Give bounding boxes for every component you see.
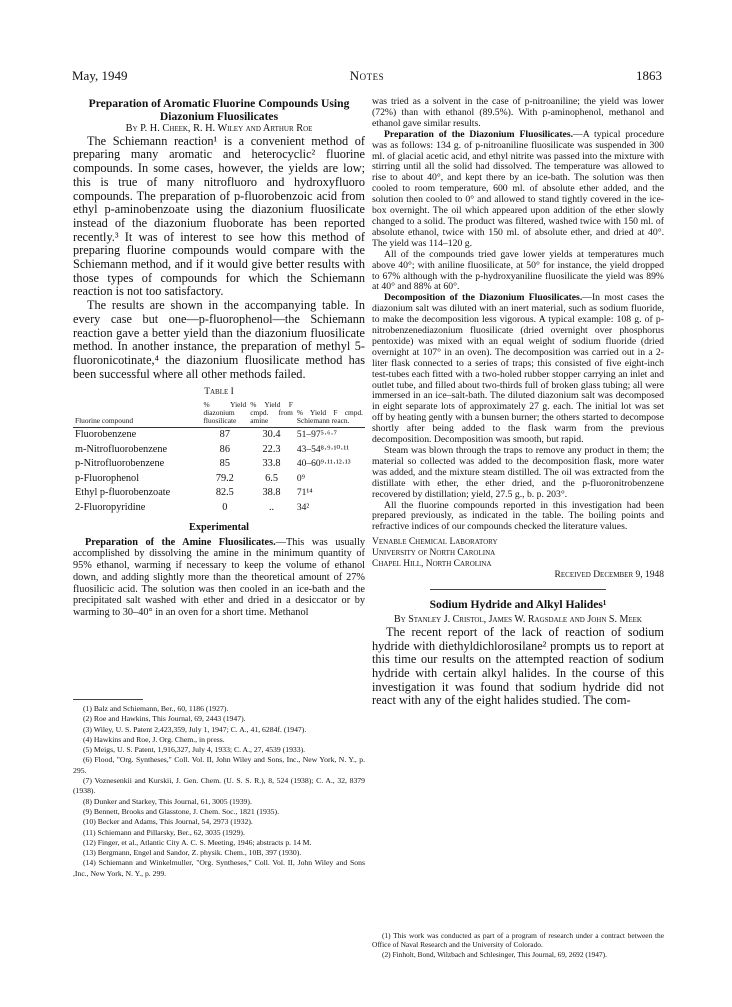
diazonium-paragraph [372, 130, 664, 250]
footnote: (13) Bergmann, Engel and Sandor, Z. physik. Chem., 10B, 397 (1930). [83, 848, 302, 858]
yield-table [73, 401, 365, 515]
article1-intro [73, 135, 365, 382]
yield-cell: 38.8 [262, 487, 281, 499]
article-divider [430, 589, 605, 590]
yield-cell: 40–60⁹·¹¹·¹²·¹³ [296, 459, 351, 470]
amine-heading: Preparation of the Amine Fluosilicates. [85, 536, 276, 548]
table-row [73, 472, 365, 487]
footnotes-article2 [372, 931, 664, 959]
right-column [372, 97, 664, 708]
yield-cell: 0⁹ [296, 473, 305, 484]
compound-cell: Fluorobenzene [75, 429, 137, 441]
article2-intro [372, 626, 664, 708]
yield-cell: 33.8 [262, 458, 281, 470]
experimental-heading: Experimental [188, 522, 250, 534]
yield-cell: 79.2 [215, 472, 234, 484]
article2-para1: The recent report of the lack of reaction of sodium hydride with diethyldichlorosilane² prompts us to report at this time our results on the attempted reaction of sodium hydride with certain alkyl halides. In the course of this investigation it was found that sodium hydride did not react with any of the eight halides studied. The com- [372, 624, 664, 708]
article1-para1: The Schiemann reaction¹ is a convenient method of preparing many aromatic and heterocyclic² fluorine compounds. In some cases, however, the yields are low; this is true of many nitrofluoro and hydroxyfluoro compounds. The preparation of p-fluorobenzoic acid from ethyl p-aminobenzoate using the diazonium fluosilicate instead of the diazonium fluoborate has been reported recently.³ It was of interest to see how this method of preparing fluorine compounds would compare with the Schiemann method, and if it would give better results with those types of compounds for which the Schiemann reaction is not too satisfactory. [73, 133, 365, 299]
footnote: (1) This work was conducted as part of a program of research under a contract between the Office of Naval Research and the University of Colorado. [372, 931, 664, 950]
footnote: (7) Voznesenkii and Kurskii, J. Gen. Chem. (U. S. S. R.), 8, 524 (1938); C. A., 32, 8379 (1938). [73, 776, 365, 796]
yield-cell: 86 [219, 443, 230, 455]
yield-cell: 85 [219, 458, 230, 470]
table-header: % Yield diazonium fluosilicate [201, 401, 248, 428]
affiliation [372, 537, 664, 570]
article2-title: Sodium Hydride and Alkyl Halides¹ [429, 598, 607, 612]
yield-cell: 43–54⁸·⁹·¹⁰·¹¹ [296, 444, 350, 455]
compound-cell: 2-Fluoropyridine [75, 501, 146, 513]
footnote: (2) Finholt, Bond, Wilzbach and Schlesinger, This Journal, 69, 2692 (1947). [382, 949, 607, 959]
footnote: (14) Schiemann and Winkelmuller, "Org. Syntheses," Coll. Vol. II, John Wiley and Sons ,Inc., New York, N. Y., p. 299. [73, 858, 365, 878]
footnote: (5) Meigs, U. S. Patent, 1,916,327, July 4, 1933; C. A., 27, 4539 (1933). [83, 745, 306, 755]
table-row [73, 457, 365, 472]
table-header: Fluorine compound [73, 401, 201, 428]
steam-paragraph: Steam was blown through the traps to remove any product in them; the material so collected was added to the decomposition flask, more water was added, and the mixture steam distilled. The oil was extracted from the distillate with ether, the ether dried, and the p-fluoronitrobenzene recovered by distillation; yield, 27.5 g., b. p. 203°. [372, 445, 664, 500]
received-date: Received December 9, 1948 [554, 570, 664, 581]
page-number: 1863 [636, 68, 662, 83]
article1-para2: The results are shown in the accompanying table. In every case but one—p-fluorophenol—the Schiemann reaction gave a better yield than the diazonium fluosilicate method. In another instance, the preparation of methyl 5-fluoronicotinate,⁴ the diazonium fluosilicate method has been successful where all other methods failed. [73, 298, 365, 381]
table-header: % Yield F cmpd. from amine [248, 401, 295, 428]
section-name: Notes [349, 68, 385, 83]
footnote: (12) Finger, et al., Atlantic City A. C. S. Meeting, 1946; abstracts p. 14 M. [83, 837, 312, 847]
yield-cell: 87 [219, 429, 230, 441]
diazonium-heading: Preparation of the Diazonium Fluosilicates. [384, 128, 574, 140]
yield-cell: .. [268, 501, 275, 513]
footnote: (9) Bennett, Brooks and Glasstone, J. Chem. Soc., 1821 (1935). [83, 806, 280, 816]
yield-cell: 22.3 [262, 443, 281, 455]
article1-title: Preparation of Aromatic Fluorine Compounds Using Diazonium Fluosilicates [88, 97, 350, 123]
yield-cell: 34² [296, 502, 310, 513]
footnote: (8) Dunker and Starkey, This Journal, 61, 3005 (1939). [83, 796, 252, 806]
article2-byline: By Stanley J. Cristol, James W. Ragsdale and John S. Meek [394, 614, 642, 626]
footnote: (1) Balz and Schiemann, Ber., 60, 1186 (1927). [83, 704, 229, 713]
amine-paragraph [73, 537, 365, 619]
issue-date: May, 1949 [72, 68, 128, 83]
yield-cell: 71¹⁴ [296, 488, 313, 499]
compound-cell: m-Nitrofluorobenzene [75, 443, 168, 455]
footnote: (10) Becker and Adams, This Journal, 54, 2973 (1932). [83, 817, 253, 827]
compound-cell: p-Fluorophenol [75, 472, 140, 484]
yield-cell: 0 [222, 501, 228, 513]
affiliation-line: Venable Chemical Laboratory [372, 537, 498, 548]
table-row [73, 428, 365, 443]
decomposition-text: —In most cases the diazonium salt was diluted with an inert material, such as sodium fluoride, to make the decomposition less vigorous. A typical example: 108 g. of p-nitrobenzenediazonium fluosilicate (dried overnight over phosphorus pentoxide) was mixed with an equal weight of sodium fluoride (dried overnight at 107° in an oven). The decomposition was carried out in a 2-liter flask connected to a series of traps; this consisted of five eight-inch test-tubes each fitted with a two-holed rubber stopper carrying an inlet and outlet tube, and filled about two-thirds full of broken glass tubing; all were immersed in an ice–salt-bath. The diluted diazonium salt was decomposed in eight separate lots of approximately 27 g. each. The initial lot was set off by heating gently with a bunsen burner; the others started to decompose shortly after being added to the flask warm from the previous decomposition. Decomposition was smooth, but rapid. [372, 292, 665, 446]
footnote: (6) Flood, "Org. Syntheses," Coll. Vol. II, John Wiley and Sons, Inc., New York, N. Y., p. 295. [73, 755, 365, 775]
footnote: (4) Hawkins and Roe, J. Org. Chem., in press. [83, 734, 225, 744]
table-header-row [73, 401, 365, 428]
diazonium-text: —A typical procedure was as follows: 134 g. of p-nitroaniline fluosilicate was suspended in 300 ml. of glacial acetic acid, and ethyl nitrite was passed into the mixture with stirring until all the solid had dissolved. The temperature was allowed to rise to about 40°, and kept there by an ice-bath. The solution was then cooled to room temperature, 600 ml. of absolute ether added, and the solution then cooled to 0° and allowed to stand tightly covered in the ice-box overnight. The oil which appeared upon addition of the ether slowly changed to a solid. The product was filtered, washed twice with 150 ml. of absolute ethanol, twice with 150 ml. of absolute ether, and dried at 40°. The yield was 114–120 g. [372, 128, 664, 249]
all-fluorine-paragraph: All the fluorine compounds reported in this investigation had been prepared previously, as indicated in the table. The boiling points and refractive indices of our compounds checked the literature values. [372, 499, 664, 533]
compound-cell: p-Nitrofluorobenzene [75, 458, 165, 470]
decomposition-heading: Decomposition of the Diazonium Fluosilicates. [384, 292, 583, 304]
affiliation-line: Chapel Hill, North Carolina [372, 559, 492, 570]
amine-text: —This was usually accomplished by dissolving the amine in the minimum quantity of 95% ethanol, warming if necessary to keep the volume of ethanol down, and adding slightly more than the theoretical amount of 27% fluosilicic acid. The solution was then cooled in an ice-bath and the precipitated salt washed with ether and dried in a desiccator or by warming to 30–40° in an oven for a short time. Methanol [73, 536, 365, 618]
table-row [73, 486, 365, 501]
yield-cell: 30.4 [262, 429, 281, 441]
all-compounds-paragraph: All of the compounds tried gave lower yields at temperatures much above 40°; with aniline fluosilicate, at 50° for instance, the yield dropped to 67% although with the p-hydroxyaniline fluosilicate the yield was 89% at 40° and 88% at 60°. [372, 248, 664, 293]
footnote-rule [73, 699, 143, 700]
footnote: (2) Roe and Hawkins, This Journal, 69, 2443 (1947). [83, 714, 246, 724]
continued-text: was tried as a solvent in the case of p-nitroaniline; the yield was lower (72%) than with ethanol (89.5%). With p-aminophenol, methanol and ethanol gave similar results. [372, 96, 664, 129]
decomposition-paragraph [372, 293, 664, 446]
yield-cell: 6.5 [265, 472, 278, 484]
affiliation-line: University of North Carolina [372, 548, 496, 559]
table-caption: Table I [204, 387, 234, 398]
footnote: (11) Schiemann and Pillarsky, Ber., 62, 3035 (1929). [83, 827, 245, 837]
footnotes-article1 [73, 704, 365, 879]
left-column [73, 97, 365, 619]
table-row [73, 443, 365, 458]
yield-cell: 51–97⁵·⁶·⁷ [296, 430, 337, 441]
footnote: (3) Wiley, U. S. Patent 2,423,359, July 1, 1947; C. A., 41, 6284f. (1947). [83, 724, 307, 734]
table-header: % Yield F cmpd. Schiemann reacn. [295, 401, 365, 428]
compound-cell: Ethyl p-fluorobenzoate [75, 487, 171, 499]
table-row [73, 501, 365, 516]
article1-byline: By P. H. Cheek, R. H. Wiley and Arthur Roe [125, 123, 313, 134]
yield-cell: 82.5 [215, 487, 234, 499]
